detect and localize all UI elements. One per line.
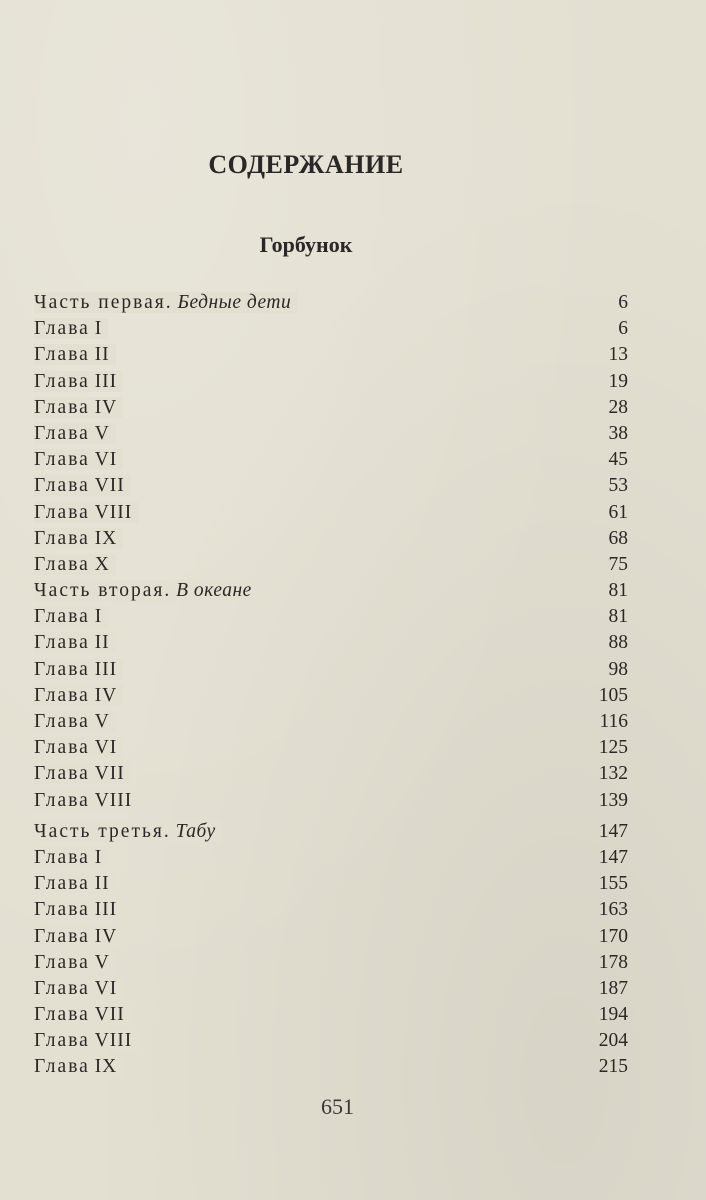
- chapter-number: IV: [94, 396, 118, 418]
- table-of-contents: [34, 290, 628, 1081]
- toc-chapter-row[interactable]: [34, 369, 628, 395]
- page-number: 147: [598, 820, 628, 842]
- toc-part-row[interactable]: [34, 819, 628, 845]
- chapter-number: VI: [94, 737, 118, 759]
- chapter-number: II: [94, 632, 110, 654]
- book-subtitle: Горбунок: [259, 232, 353, 257]
- chapter-number: IX: [94, 1056, 118, 1078]
- chapter-word: Глава: [34, 846, 90, 868]
- toc-chapter-row[interactable]: [34, 630, 628, 656]
- page-number: 61: [608, 501, 628, 523]
- toc-part-2: [34, 578, 628, 814]
- part-subtitle: Бедные дети: [177, 292, 292, 313]
- chapter-word: Глава: [34, 606, 90, 628]
- chapter-word: Глава: [34, 684, 90, 706]
- toc-chapter-row[interactable]: [34, 976, 628, 1002]
- chapter-word: Глава: [34, 711, 90, 732]
- chapter-word: Глава: [34, 396, 90, 418]
- toc-chapter-row[interactable]: [34, 395, 628, 421]
- page-number: 13: [608, 344, 628, 366]
- chapter-number: VIII: [94, 501, 133, 523]
- toc-chapter-row[interactable]: [34, 1054, 628, 1080]
- chapter-number: I: [94, 318, 103, 340]
- page-number: 75: [608, 553, 628, 575]
- page-number: 139: [598, 789, 628, 811]
- chapter-number: V: [94, 711, 110, 732]
- chapter-number: IX: [94, 527, 118, 549]
- chapter-word: Глава: [34, 763, 90, 785]
- chapter-word: Глава: [34, 951, 90, 973]
- chapter-word: Глава: [34, 737, 90, 759]
- chapter-number: VII: [94, 475, 125, 497]
- page-number: 204: [598, 1030, 628, 1052]
- toc-chapter-row[interactable]: [34, 526, 628, 552]
- page-number: 163: [598, 899, 628, 921]
- chapter-number: VI: [94, 449, 118, 471]
- page-number: 98: [608, 658, 628, 680]
- toc-chapter-row[interactable]: [34, 342, 628, 368]
- toc-chapter-row[interactable]: [34, 709, 628, 735]
- page-number: 88: [608, 632, 628, 654]
- toc-chapter-row[interactable]: [34, 1002, 628, 1028]
- chapter-number: II: [94, 873, 110, 895]
- page-number: 147: [598, 846, 628, 868]
- page-number: 170: [598, 925, 628, 947]
- chapter-number: III: [94, 899, 118, 921]
- page-number: 116: [599, 711, 628, 732]
- toc-chapter-row[interactable]: [34, 421, 628, 447]
- toc-chapter-row[interactable]: [34, 924, 628, 950]
- toc-chapter-row[interactable]: [34, 316, 628, 342]
- page-number: 28: [608, 396, 628, 418]
- page-number: 6: [618, 318, 628, 340]
- toc-chapter-row[interactable]: [34, 845, 628, 871]
- chapter-word: Глава: [34, 422, 90, 444]
- chapter-word: Глава: [34, 449, 90, 471]
- page-number: 6: [618, 292, 628, 313]
- part-subtitle: Табу: [175, 820, 216, 842]
- toc-chapter-row[interactable]: [34, 473, 628, 499]
- page-number: 45: [608, 449, 628, 471]
- chapter-number: VIII: [94, 789, 133, 811]
- page-number: 68: [608, 527, 628, 549]
- toc-chapter-row[interactable]: [34, 761, 628, 787]
- page-number: 194: [598, 1004, 628, 1026]
- toc-chapter-row[interactable]: [34, 657, 628, 683]
- chapter-word: Глава: [34, 658, 90, 680]
- chapter-word: Глава: [34, 318, 90, 340]
- page-number: 105: [598, 684, 628, 706]
- chapter-number: II: [94, 344, 110, 366]
- toc-chapter-row[interactable]: [34, 788, 628, 814]
- page-number: 215: [598, 1056, 628, 1078]
- chapter-word: Глава: [34, 370, 90, 392]
- toc-chapter-row[interactable]: [34, 500, 628, 526]
- part-name: Часть вторая.: [34, 580, 172, 602]
- page-number: 178: [598, 951, 628, 973]
- toc-chapter-row[interactable]: [34, 735, 628, 761]
- chapter-number: X: [94, 553, 110, 575]
- chapter-word: Глава: [34, 873, 90, 895]
- page-title: СОДЕРЖАНИЕ: [208, 150, 404, 179]
- toc-part-row[interactable]: [34, 290, 628, 316]
- toc-chapter-row[interactable]: [34, 871, 628, 897]
- page-number: 19: [608, 370, 628, 392]
- chapter-number: I: [94, 846, 103, 868]
- toc-chapter-row[interactable]: [34, 447, 628, 473]
- toc-chapter-row[interactable]: [34, 950, 628, 976]
- part-name: Часть третья.: [34, 820, 171, 842]
- chapter-word: Глава: [34, 1030, 90, 1052]
- chapter-word: Глава: [34, 553, 90, 575]
- toc-part-1: [34, 290, 628, 578]
- chapter-word: Глава: [34, 527, 90, 549]
- chapter-number: V: [94, 422, 110, 444]
- chapter-number: IV: [94, 684, 118, 706]
- toc-part-3: [34, 819, 628, 1081]
- chapter-word: Глава: [34, 1004, 90, 1026]
- chapter-number: VI: [94, 977, 118, 999]
- page-number: 155: [598, 873, 628, 895]
- page-number: 53: [608, 475, 628, 497]
- chapter-word: Глава: [34, 475, 90, 497]
- part-subtitle: В океане: [176, 580, 252, 602]
- chapter-number: III: [94, 370, 118, 392]
- page-number: 187: [598, 977, 628, 999]
- toc-chapter-row[interactable]: [34, 897, 628, 923]
- chapter-word: Глава: [34, 789, 90, 811]
- toc-chapter-row[interactable]: [34, 552, 628, 578]
- toc-chapter-row[interactable]: [34, 1028, 628, 1054]
- chapter-number: I: [94, 606, 103, 628]
- chapter-word: Глава: [34, 501, 90, 523]
- chapter-number: III: [94, 658, 118, 680]
- part-name: Часть первая.: [34, 292, 173, 313]
- chapter-number: VII: [94, 1004, 125, 1026]
- page-number: 125: [598, 737, 628, 759]
- footer-page-number: 651: [321, 1094, 354, 1119]
- chapter-number: IV: [94, 925, 118, 947]
- chapter-word: Глава: [34, 925, 90, 947]
- chapter-number: V: [94, 951, 110, 973]
- page-number: 81: [608, 580, 628, 602]
- toc-part-row[interactable]: [34, 578, 628, 604]
- chapter-number: VIII: [94, 1030, 133, 1052]
- chapter-word: Глава: [34, 1056, 90, 1078]
- page-number: 132: [598, 763, 628, 785]
- chapter-word: Глава: [34, 899, 90, 921]
- chapter-word: Глава: [34, 632, 90, 654]
- chapter-word: Глава: [34, 977, 90, 999]
- chapter-word: Глава: [34, 344, 90, 366]
- page-number: 38: [608, 422, 628, 444]
- toc-chapter-row[interactable]: [34, 604, 628, 630]
- toc-chapter-row[interactable]: [34, 683, 628, 709]
- page-number: 81: [608, 606, 628, 628]
- chapter-number: VII: [94, 763, 125, 785]
